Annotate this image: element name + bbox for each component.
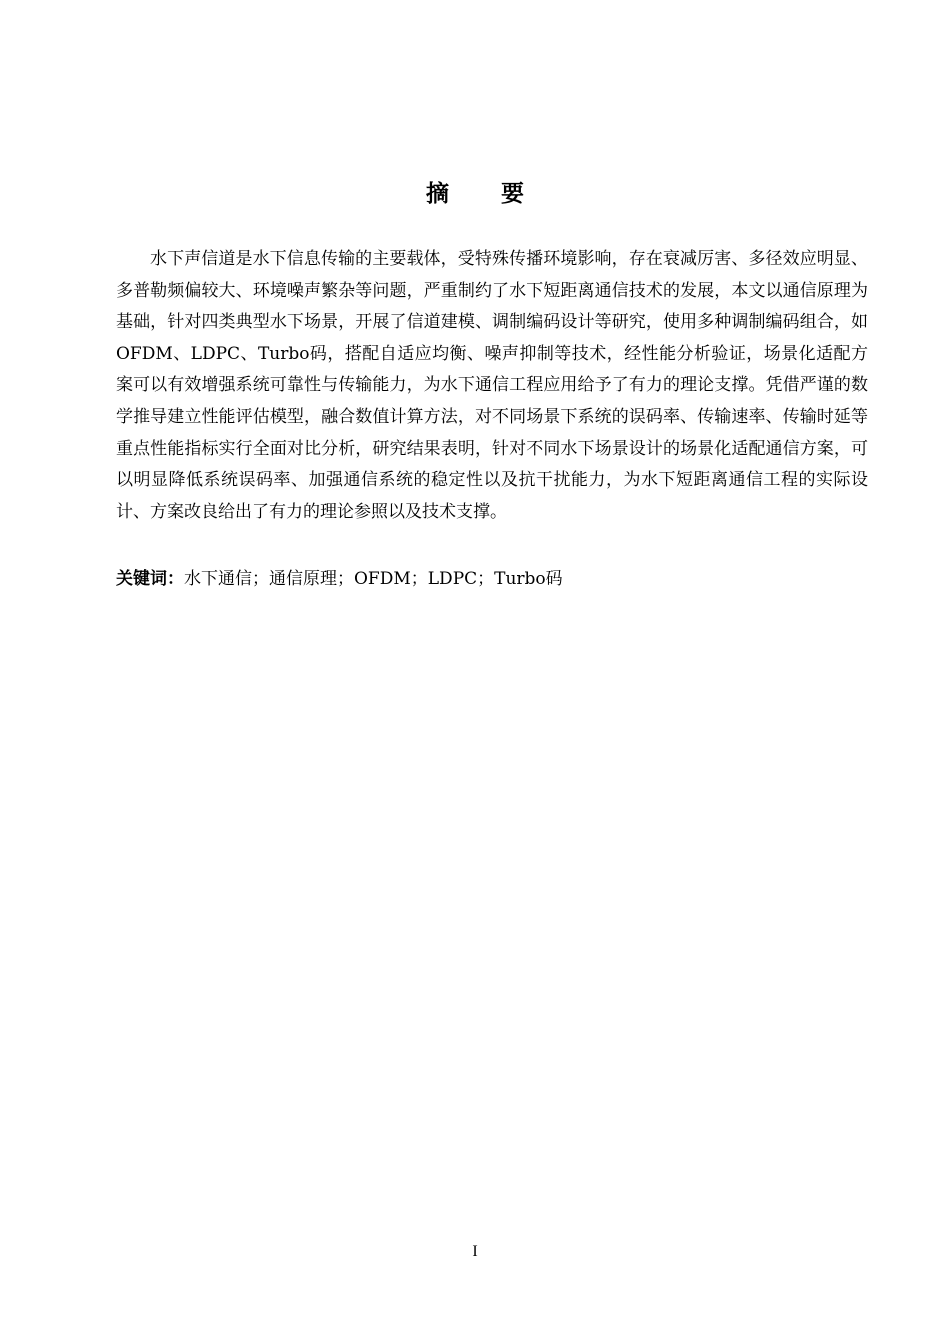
keywords-label: 关键词：: [116, 569, 184, 589]
keywords-line: [116, 564, 868, 596]
keywords-list: 水下通信；通信原理；OFDM；LDPC；Turbo码: [184, 569, 563, 589]
abstract-title: 摘要: [426, 181, 576, 207]
page-number: I: [472, 1243, 478, 1260]
abstract-body: 水下声信道是水下信息传输的主要载体，受特殊传播环境影响，存在衰减厉害、多径效应明显、多普勒频偏较大、环境噪声繁杂等问题，严重制约了水下短距离通信技术的发展，本文以通信原理为基础，针对四类典型水下场景，开展了信道建模、调制编码设计等研究，使用多种调制编码组合，如OFDM、LDPC、Turbo码，搭配自适应均衡、噪声抑制等技术，经性能分析验证，场景化适配方案可以有效增强系统可靠性与传输能力，为水下通信工程应用给予了有力的理论支撑。凭借严谨的数学推导建立性能评估模型，融合数值计算方法，对不同场景下系统的误码率、传输速率、传输时延等重点性能指标实行全面对比分析，研究结果表明，针对不同水下场景设计的场景化适配通信方案，可以明显降低系统误码率、加强通信系统的稳定性以及抗干扰能力，为水下短距离通信工程的实际设计、方案改良给出了有力的理论参照以及技术支撑。: [116, 249, 868, 522]
